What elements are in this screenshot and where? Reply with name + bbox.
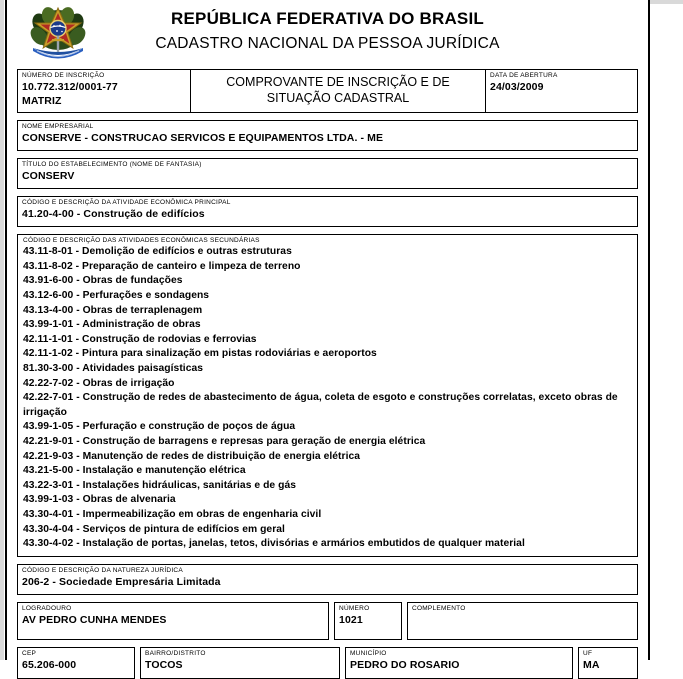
list-item: 42.22-7-02 - Obras de irrigação — [23, 377, 175, 389]
field-atividades-secundarias — [17, 234, 638, 557]
cep-value: 65.206-000 — [22, 659, 77, 672]
list-item: 42.22-7-01 - Construção de redes de abastecimento de água, coleta de esgoto e construções correlatas, exceto obras de irrigação — [23, 392, 618, 418]
field-label: NÚMERO — [339, 604, 370, 612]
field-uf — [578, 647, 638, 679]
list-item: 42.21-9-01 - Construção de barragens e represas para geração de energia elétrica — [23, 436, 426, 448]
doc-title-value: COMPROVANTE DE INSCRIÇÃO E DE SITUAÇÃO CADASTRAL — [226, 75, 450, 105]
nome-empresarial-value: CONSERVE - CONSTRUCAO SERVICOS E EQUIPAMENTOS LTDA. - ME — [22, 132, 384, 145]
field-label: CÓDIGO E DESCRIÇÃO DA NATUREZA JURÍDICA — [22, 566, 183, 574]
list-item: 43.30-4-04 - Serviços de pintura de edifícios em geral — [23, 523, 285, 535]
list-item: 42.11-1-02 - Pintura para sinalização em pistas rodoviárias e aeroportos — [23, 348, 377, 360]
field-label: COMPLEMENTO — [412, 604, 466, 612]
list-item: 43.22-3-01 - Instalações hidráulicas, sanitárias e de gás — [23, 479, 296, 491]
atividade-principal-value: 41.20-4-00 - Construção de edifícios — [22, 208, 205, 221]
document-header — [17, 0, 638, 68]
field-bairro-distrito — [140, 647, 340, 679]
atividades-secundarias-list — [23, 245, 632, 552]
list-item: 43.99-1-05 - Perfuração e construção de poços de água — [23, 421, 296, 433]
list-item: 42.11-1-01 - Construção de rodovias e ferrovias — [23, 333, 257, 345]
field-label: NOME EMPRESARIAL — [22, 123, 94, 130]
field-data-abertura — [486, 69, 638, 113]
field-label: CÓDIGO E DESCRIÇÃO DAS ATIVIDADES ECONÔMICAS SECUNDÁRIAS — [23, 237, 260, 244]
inscricao-tipo: MATRIZ — [22, 95, 62, 108]
numero-value: 1021 — [339, 614, 363, 627]
brazil-coat-of-arms-icon — [29, 4, 87, 66]
logradouro-value: AV PEDRO CUNHA MENDES — [22, 614, 167, 627]
page-subtitle: CADASTRO NACIONAL DA PESSOA JURÍDICA — [155, 34, 500, 52]
list-item: 43.99-1-03 - Obras de alvenaria — [23, 494, 176, 506]
natureza-juridica-value: 206-2 - Sociedade Empresária Limitada — [22, 576, 221, 589]
field-doc-title — [191, 69, 486, 113]
field-label: TÍTULO DO ESTABELECIMENTO (NOME DE FANTASIA) — [22, 161, 202, 168]
field-nome-empresarial — [17, 120, 638, 151]
municipio-value: PEDRO DO ROSARIO — [350, 659, 460, 672]
field-label: CÓDIGO E DESCRIÇÃO DA ATIVIDADE ECONÔMICA PRINCIPAL — [22, 199, 231, 206]
field-cep — [17, 647, 135, 679]
field-natureza-juridica — [17, 564, 638, 595]
left-gutter-strip — [0, 0, 4, 660]
field-label: LOGRADOURO — [22, 604, 72, 612]
page-title: REPÚBLICA FEDERATIVA DO BRASIL — [171, 9, 484, 28]
list-item: 43.99-1-01 - Administração de obras — [23, 319, 201, 331]
field-label: NÚMERO DE INSCRIÇÃO — [22, 72, 105, 79]
list-item: 43.13-4-00 - Obras de terraplenagem — [23, 304, 203, 316]
list-item: 43.91-6-00 - Obras de fundações — [23, 275, 183, 287]
inscricao-value: 10.772.312/0001-77 — [22, 81, 118, 94]
titulo-estabelecimento-value: CONSERV — [22, 170, 75, 183]
top-right-strip — [648, 0, 683, 4]
address-row-1 — [17, 602, 638, 640]
field-label: MUNICÍPIO — [350, 649, 387, 657]
list-item: 43.11-8-02 - Preparação de canteiro e limpeza de terreno — [23, 260, 301, 272]
field-atividade-principal — [17, 196, 638, 227]
field-numero — [334, 602, 402, 640]
field-municipio — [345, 647, 573, 679]
field-numero-inscricao — [17, 69, 191, 113]
field-logradouro — [17, 602, 329, 640]
uf-value: MA — [583, 659, 600, 672]
abertura-value: 24/03/2009 — [490, 81, 544, 94]
bairro-value: TOCOS — [145, 659, 183, 672]
field-label: BAIRRO/DISTRITO — [145, 649, 206, 657]
field-label: DATA DE ABERTURA — [490, 72, 558, 79]
list-item: 43.30-4-01 - Impermeabilização em obras de engenharia civil — [23, 509, 322, 521]
list-item: 43.21-5-00 - Instalação e manutenção elétrica — [23, 465, 246, 477]
list-item: 42.21-9-03 - Manutenção de redes de distribuição de energia elétrica — [23, 450, 361, 462]
field-complemento — [407, 602, 638, 640]
identification-row — [17, 69, 638, 113]
list-item: 43.11-8-01 - Demolição de edifícios e outras estruturas — [23, 246, 292, 258]
cnpj-certificate-page — [5, 0, 650, 672]
list-item: 43.30-4-02 - Instalação de portas, janelas, tetos, divisórias e armários embutidos de qualquer material — [23, 538, 525, 550]
address-row-2 — [17, 647, 638, 679]
field-titulo-estabelecimento — [17, 158, 638, 189]
list-item: 43.12-6-00 - Perfurações e sondagens — [23, 289, 210, 301]
field-label: UF — [583, 649, 593, 657]
field-label: CEP — [22, 649, 37, 657]
list-item: 81.30-3-00 - Atividades paisagísticas — [23, 363, 204, 374]
